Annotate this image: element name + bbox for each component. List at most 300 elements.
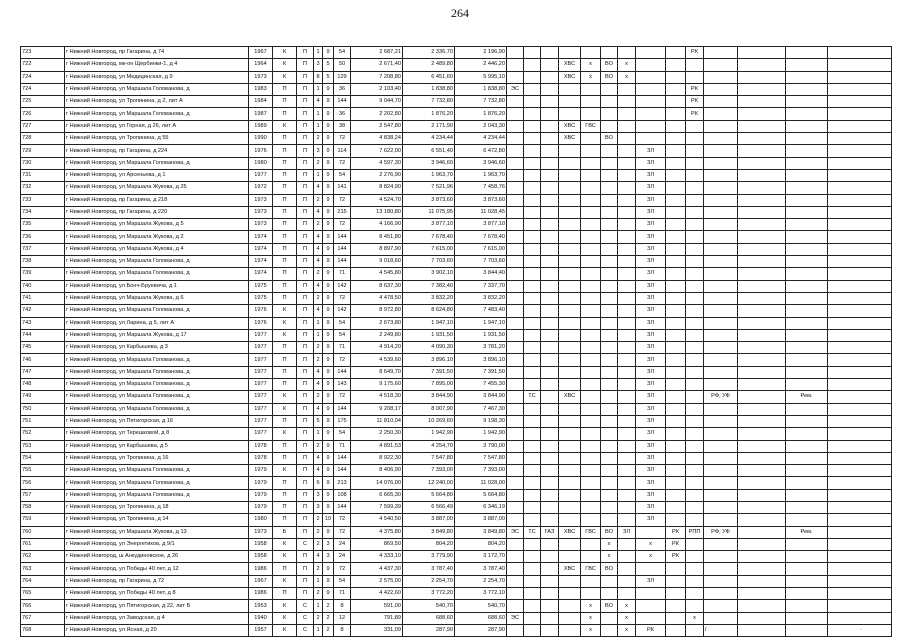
table-cell: К <box>273 575 297 587</box>
table-cell: ЗЛ <box>636 489 666 501</box>
table-cell: 9 175,60 <box>351 379 403 391</box>
table-cell: ХВС <box>559 391 581 403</box>
table-cell <box>507 624 524 636</box>
table-cell: 3 772,20 <box>403 588 455 600</box>
table-cell: г Нижний Новгород, пр Гагарина, д 220 <box>65 206 249 218</box>
table-cell <box>704 477 738 489</box>
table-cell <box>601 329 618 341</box>
table-cell <box>828 379 892 391</box>
table-cell <box>541 317 559 329</box>
table-cell: 8 007,90 <box>403 403 455 415</box>
table-cell: 9 <box>323 231 334 243</box>
table-cell <box>559 612 581 624</box>
table-cell: 72 <box>334 526 351 538</box>
table-cell <box>704 440 738 452</box>
table-cell: П <box>297 551 314 563</box>
table-cell: 7 678,40 <box>455 231 507 243</box>
table-cell <box>618 342 636 354</box>
table-cell <box>601 366 618 378</box>
table-cell: г Нижний Новгород, ул Маршала Голованова, д <box>65 157 249 169</box>
table-cell <box>738 563 786 575</box>
table-cell: 2 <box>314 563 323 575</box>
table-cell <box>786 440 828 452</box>
table-cell <box>541 133 559 145</box>
table-cell: 760 <box>21 526 65 538</box>
table-cell: 38 <box>334 120 351 132</box>
table-cell <box>704 415 738 427</box>
table-cell: ГВС <box>581 526 601 538</box>
table-cell <box>559 243 581 255</box>
table-cell <box>581 292 601 304</box>
table-cell <box>786 108 828 120</box>
table-cell <box>618 120 636 132</box>
table-cell <box>686 575 704 587</box>
table-cell: П <box>297 526 314 538</box>
table-cell: П <box>297 206 314 218</box>
table-cell: П <box>297 47 314 59</box>
table-cell: г Нижний Новгород, ул Маршала Жукова, д 5 <box>65 219 249 231</box>
table-cell: П <box>297 354 314 366</box>
table-cell: 4 540,50 <box>351 514 403 526</box>
table-cell <box>786 415 828 427</box>
table-cell: 9 <box>323 317 334 329</box>
table-cell <box>559 415 581 427</box>
table-cell <box>541 452 559 464</box>
table-cell <box>618 428 636 440</box>
table-cell: 7 382,40 <box>403 280 455 292</box>
table-cell <box>828 391 892 403</box>
table-cell: 7 599,39 <box>351 501 403 513</box>
table-cell: 4 254,70 <box>403 440 455 452</box>
table-cell: РК <box>686 83 704 95</box>
table-cell <box>738 526 786 538</box>
table-cell <box>581 538 601 550</box>
table-cell: х <box>601 551 618 563</box>
table-cell: г Нижний Новгород, ул Маршала Голованова, д <box>65 477 249 489</box>
table-cell: 1977 <box>249 354 273 366</box>
table-cell <box>507 59 524 71</box>
table-cell <box>618 268 636 280</box>
table-cell: 71 <box>334 268 351 280</box>
table-cell <box>786 243 828 255</box>
table-cell <box>666 415 686 427</box>
table-cell: 144 <box>334 243 351 255</box>
table-cell: 9 <box>323 83 334 95</box>
table-cell <box>507 280 524 292</box>
table-cell <box>559 256 581 268</box>
table-cell <box>559 169 581 181</box>
table-cell <box>786 342 828 354</box>
table-cell: 1940 <box>249 612 273 624</box>
table-cell: 7 732,80 <box>403 96 455 108</box>
table-cell: 1976 <box>249 305 273 317</box>
table-cell <box>559 477 581 489</box>
table-cell <box>541 588 559 600</box>
table-cell: РФ, УФ <box>704 526 738 538</box>
table-cell <box>636 612 666 624</box>
table-cell: 1973 <box>249 206 273 218</box>
table-cell <box>738 133 786 145</box>
table-cell: 747 <box>21 366 65 378</box>
table-cell <box>601 440 618 452</box>
table-cell: 3 946,60 <box>403 157 455 169</box>
table-cell: К <box>273 329 297 341</box>
table-cell: 9 <box>323 194 334 206</box>
table-cell <box>618 514 636 526</box>
table-row <box>21 403 892 415</box>
table-cell <box>828 71 892 83</box>
table-cell <box>559 514 581 526</box>
table-cell <box>828 305 892 317</box>
table-cell <box>524 243 541 255</box>
table-cell <box>686 305 704 317</box>
table-cell: 5 995,10 <box>455 71 507 83</box>
table-cell <box>686 600 704 612</box>
table-row <box>21 489 892 501</box>
table-cell <box>541 514 559 526</box>
table-cell <box>507 379 524 391</box>
table-cell <box>666 83 686 95</box>
table-cell: 1964 <box>249 59 273 71</box>
table-cell <box>666 206 686 218</box>
table-cell: 215 <box>334 206 351 218</box>
table-cell: 1977 <box>249 403 273 415</box>
table-cell <box>704 612 738 624</box>
table-cell: П <box>273 588 297 600</box>
table-cell: 1 963,70 <box>455 169 507 181</box>
table-cell: 2 <box>314 354 323 366</box>
table-cell <box>666 329 686 341</box>
table-cell: 727 <box>21 120 65 132</box>
table-cell: г Нижний Новгород, пр Гагарина, д 74 <box>65 47 249 59</box>
table-cell: П <box>297 489 314 501</box>
table-cell: П <box>297 108 314 120</box>
table-cell <box>828 120 892 132</box>
table-cell: П <box>273 366 297 378</box>
table-cell <box>666 477 686 489</box>
table-cell <box>738 157 786 169</box>
table-cell: ВО <box>601 71 618 83</box>
table-cell: 9 <box>323 182 334 194</box>
table-cell <box>541 83 559 95</box>
table-cell <box>559 305 581 317</box>
table-row <box>21 280 892 292</box>
table-cell: 3 787,40 <box>403 563 455 575</box>
table-cell: х <box>686 612 704 624</box>
table-cell: П <box>273 169 297 181</box>
table-row <box>21 219 892 231</box>
table-cell: 8 824,90 <box>351 182 403 194</box>
table-cell: 1977 <box>249 428 273 440</box>
table-cell <box>581 465 601 477</box>
table-cell: П <box>273 440 297 452</box>
table-cell: П <box>297 403 314 415</box>
table-cell <box>507 391 524 403</box>
table-cell <box>686 317 704 329</box>
table-cell: 2 250,30 <box>351 428 403 440</box>
table-cell: 1983 <box>249 83 273 95</box>
table-cell: 4 166,90 <box>351 219 403 231</box>
table-cell: 724 <box>21 71 65 83</box>
table-cell <box>738 624 786 636</box>
table-cell: 144 <box>334 501 351 513</box>
table-cell <box>828 538 892 550</box>
table-cell <box>786 47 828 59</box>
table-cell: г Нижний Новгород, ул Тропинина, д 18 <box>65 501 249 513</box>
table-cell <box>524 563 541 575</box>
table-cell <box>786 317 828 329</box>
table-cell <box>686 231 704 243</box>
table-cell: П <box>297 452 314 464</box>
table-cell: 9 <box>323 452 334 464</box>
table-cell <box>666 624 686 636</box>
table-cell <box>541 342 559 354</box>
table-cell: ЭС <box>507 83 524 95</box>
table-cell <box>704 71 738 83</box>
table-cell <box>828 588 892 600</box>
table-cell: ЗЛ <box>636 268 666 280</box>
table-cell: 72 <box>334 194 351 206</box>
table-cell <box>541 391 559 403</box>
table-cell: РК <box>666 551 686 563</box>
table-cell <box>666 182 686 194</box>
table-cell <box>686 292 704 304</box>
table-cell: 10 269,60 <box>403 415 455 427</box>
table-cell <box>828 465 892 477</box>
table-cell <box>704 292 738 304</box>
table-cell <box>666 71 686 83</box>
table-cell: ЗЛ <box>636 354 666 366</box>
table-cell: 108 <box>334 489 351 501</box>
table-cell: 1977 <box>249 379 273 391</box>
table-cell: 7 703,60 <box>455 256 507 268</box>
table-cell: 4 524,70 <box>351 194 403 206</box>
table-cell: 7 483,40 <box>455 305 507 317</box>
table-cell: 1973 <box>249 219 273 231</box>
table-cell: 1976 <box>249 145 273 157</box>
table-row <box>21 305 892 317</box>
table-cell: 9 <box>323 206 334 218</box>
table-cell: г Нижний Новгород, ул Горная, д 26, лит А <box>65 120 249 132</box>
table-cell: 9 <box>323 428 334 440</box>
table-cell <box>786 379 828 391</box>
table-cell: ЗЛ <box>636 157 666 169</box>
table-cell: К <box>273 317 297 329</box>
table-cell: г Нижний Новгород, ул Ясная, д 20 <box>65 624 249 636</box>
table-cell <box>581 415 601 427</box>
table-cell: П <box>297 83 314 95</box>
table-cell <box>828 108 892 120</box>
table-cell: 9 <box>323 354 334 366</box>
table-cell: 142 <box>334 280 351 292</box>
table-cell: П <box>297 133 314 145</box>
table-cell: 756 <box>21 477 65 489</box>
table-cell: 1979 <box>249 489 273 501</box>
table-cell: 8 <box>314 71 323 83</box>
table-cell: П <box>273 477 297 489</box>
table-row <box>21 317 892 329</box>
table-cell <box>704 538 738 550</box>
table-cell: 6 346,19 <box>455 501 507 513</box>
table-cell: 765 <box>21 588 65 600</box>
table-cell <box>601 280 618 292</box>
table-cell <box>738 551 786 563</box>
table-cell <box>524 59 541 71</box>
table-cell <box>559 575 581 587</box>
table-cell <box>786 624 828 636</box>
table-cell: 287,90 <box>455 624 507 636</box>
table-cell: П <box>273 206 297 218</box>
table-cell: 3 <box>314 501 323 513</box>
table-cell: 2 <box>314 391 323 403</box>
table-cell <box>507 71 524 83</box>
table-cell: К <box>273 551 297 563</box>
table-cell: 1 876,20 <box>403 108 455 120</box>
table-cell <box>581 588 601 600</box>
table-cell <box>686 268 704 280</box>
table-cell <box>828 551 892 563</box>
table-cell: 72 <box>334 219 351 231</box>
table-cell: 6 451,60 <box>403 71 455 83</box>
table-cell: П <box>297 465 314 477</box>
table-cell: ЗЛ <box>636 514 666 526</box>
table-cell: 5 664,80 <box>403 489 455 501</box>
table-cell: х <box>581 612 601 624</box>
table-cell: 1 838,80 <box>455 83 507 95</box>
table-cell: ХВС <box>559 59 581 71</box>
table-cell <box>601 256 618 268</box>
table-cell <box>541 256 559 268</box>
table-cell: 4 478,50 <box>351 292 403 304</box>
table-row <box>21 256 892 268</box>
table-cell: 791,89 <box>351 612 403 624</box>
table-cell <box>524 342 541 354</box>
table-cell <box>524 465 541 477</box>
table-cell <box>704 256 738 268</box>
table-row <box>21 145 892 157</box>
table-cell: г Нижний Новгород, ул Терешковой, д 8 <box>65 428 249 440</box>
table-cell <box>738 231 786 243</box>
table-cell <box>686 194 704 206</box>
table-cell <box>686 120 704 132</box>
table-cell: 2 489,80 <box>403 59 455 71</box>
table-cell: 1978 <box>249 452 273 464</box>
table-cell: 733 <box>21 194 65 206</box>
table-cell: 4 <box>314 452 323 464</box>
table-cell: 2 446,20 <box>455 59 507 71</box>
table-cell: 1977 <box>249 391 273 403</box>
table-cell <box>704 231 738 243</box>
table-cell: 1973 <box>249 194 273 206</box>
table-cell: 2 <box>314 194 323 206</box>
table-cell: ЗЛ <box>636 428 666 440</box>
table-cell <box>618 206 636 218</box>
table-cell: 738 <box>21 256 65 268</box>
table-cell <box>524 231 541 243</box>
table-cell: П <box>297 575 314 587</box>
table-cell <box>828 575 892 587</box>
table-cell: 3 <box>314 145 323 157</box>
table-cell: 7 337,70 <box>455 280 507 292</box>
table-cell <box>738 514 786 526</box>
table-cell: РПП <box>686 526 704 538</box>
table-cell: 3 172,70 <box>455 551 507 563</box>
table-cell: 744 <box>21 329 65 341</box>
table-cell <box>524 182 541 194</box>
table-cell: 1986 <box>249 588 273 600</box>
table-cell: х <box>618 624 636 636</box>
table-cell <box>507 317 524 329</box>
table-cell <box>786 538 828 550</box>
table-cell <box>786 206 828 218</box>
table-cell: 9 <box>323 440 334 452</box>
table-row <box>21 342 892 354</box>
table-cell <box>524 280 541 292</box>
table-cell <box>686 538 704 550</box>
table-cell: ХВС <box>559 563 581 575</box>
table-cell <box>686 59 704 71</box>
table-cell: ЭС <box>507 526 524 538</box>
table-cell: П <box>297 391 314 403</box>
table-row <box>21 231 892 243</box>
table-cell <box>559 501 581 513</box>
table-cell: ВО <box>601 526 618 538</box>
table-cell <box>601 182 618 194</box>
table-cell: 1973 <box>249 71 273 83</box>
table-cell <box>541 206 559 218</box>
table-cell: ГАЗ <box>541 526 559 538</box>
table-cell <box>581 317 601 329</box>
table-cell <box>738 206 786 218</box>
table-cell <box>581 403 601 415</box>
table-cell <box>686 206 704 218</box>
table-cell <box>704 305 738 317</box>
table-cell: 762 <box>21 551 65 563</box>
table-cell: ХВС <box>559 133 581 145</box>
table-cell: 9 <box>323 379 334 391</box>
table-cell <box>666 354 686 366</box>
table-cell: 12 <box>334 612 351 624</box>
table-cell: ЗЛ <box>636 403 666 415</box>
table-row <box>21 96 892 108</box>
table-cell <box>828 243 892 255</box>
table-cell <box>601 403 618 415</box>
table-cell <box>786 157 828 169</box>
table-cell: 3 873,60 <box>455 194 507 206</box>
table-cell <box>636 96 666 108</box>
table-row <box>21 354 892 366</box>
table-cell <box>704 379 738 391</box>
table-cell: х <box>618 59 636 71</box>
table-cell: 2 687,21 <box>351 47 403 59</box>
table-cell <box>507 477 524 489</box>
table-cell: 3 896,10 <box>455 354 507 366</box>
table-cell <box>524 157 541 169</box>
table-cell: 72 <box>334 157 351 169</box>
table-cell: 728 <box>21 133 65 145</box>
table-cell: 7 393,00 <box>455 465 507 477</box>
table-cell: П <box>297 59 314 71</box>
table-cell: 2 336,70 <box>403 47 455 59</box>
table-cell: 7 547,80 <box>403 452 455 464</box>
table-cell <box>507 243 524 255</box>
table-cell <box>524 108 541 120</box>
table-cell: 767 <box>21 612 65 624</box>
table-cell <box>507 415 524 427</box>
table-cell <box>704 280 738 292</box>
table-cell <box>581 83 601 95</box>
table-cell: г Нижний Новгород, ул Тропинина, д 2, лит А <box>65 96 249 108</box>
